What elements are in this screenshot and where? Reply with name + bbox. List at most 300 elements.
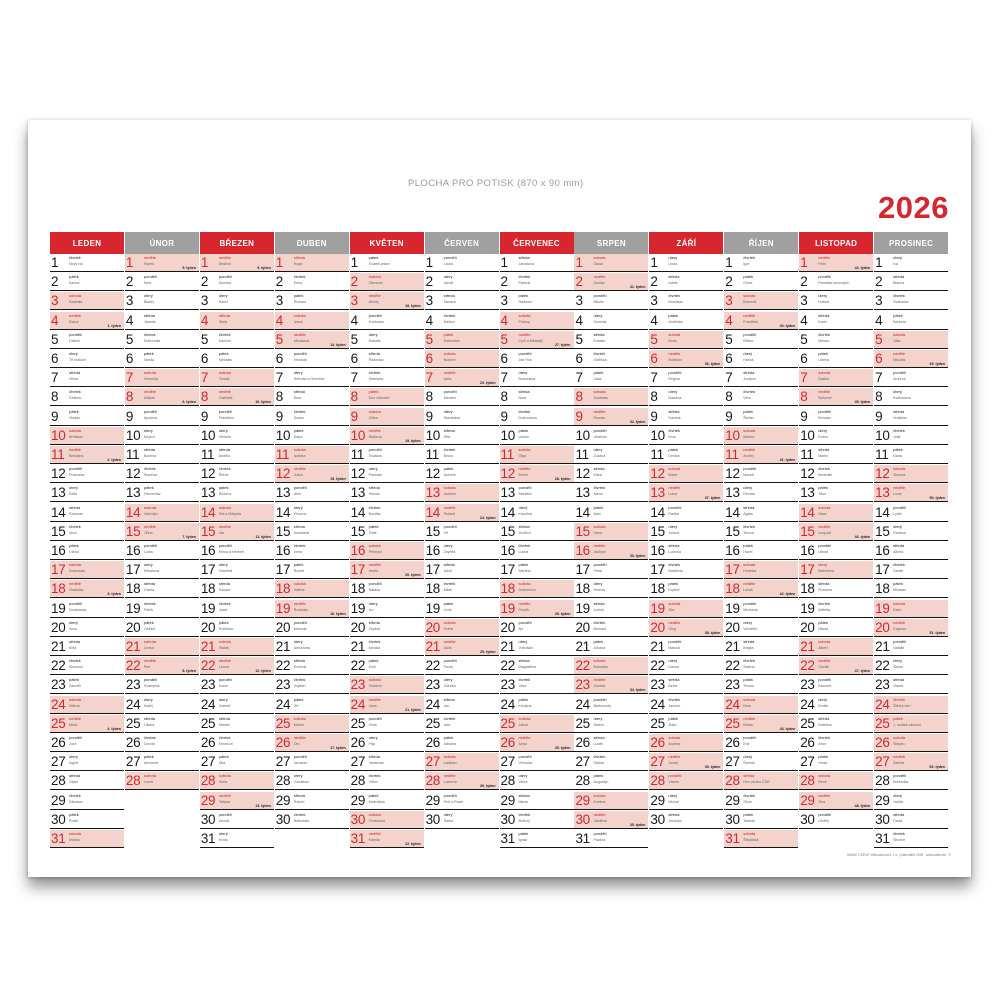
- weekday-label: úterý: [818, 562, 828, 568]
- nameday-label: Vlasta: [893, 684, 904, 689]
- week-number: 44. týden: [854, 266, 871, 270]
- day-number: 29: [875, 792, 890, 808]
- weekday-label: pondělí: [593, 831, 607, 836]
- day-number: 1: [200, 255, 209, 270]
- weekday-label: pátek: [818, 485, 828, 491]
- day-cell: [574, 388, 648, 406]
- weekday-label: čtvrtek: [668, 696, 681, 702]
- weekday-label: sobota: [518, 581, 531, 587]
- weekday-label: úterý: [743, 485, 753, 491]
- nameday-label: Vojtěch: [293, 684, 306, 689]
- nameday-label: Doubravka: [69, 607, 87, 612]
- day-number: 20: [650, 619, 665, 635]
- day-number: 14: [125, 504, 141, 520]
- day-cell: [200, 561, 274, 579]
- day-number: 22: [500, 658, 515, 674]
- day-cell: [50, 312, 124, 330]
- nameday-label: Jan: [443, 703, 450, 708]
- day-cell: [574, 465, 648, 483]
- weekday-label: sobota: [69, 831, 82, 836]
- day-cell: [649, 542, 723, 560]
- day-cell: [50, 792, 124, 810]
- weekday-label: sobota: [893, 600, 906, 606]
- day-cell: [275, 465, 349, 483]
- day-number: 13: [875, 485, 890, 501]
- weekday-label: středa: [69, 370, 81, 376]
- day-number: 6: [125, 351, 134, 366]
- day-number: 6: [875, 351, 883, 366]
- nameday-label: Řehoř: [218, 473, 229, 478]
- week-number: 27. týden: [554, 342, 571, 347]
- day-number: 19: [500, 600, 515, 616]
- nameday-label: Karolína: [518, 511, 532, 516]
- day-cell: [500, 369, 574, 387]
- nameday-label: Alžběta: [818, 607, 831, 612]
- day-cell: [500, 331, 574, 349]
- nameday-label: Anastázie: [293, 530, 310, 535]
- weekday-label: pátek: [668, 447, 679, 452]
- day-cell: [799, 446, 873, 464]
- weekday-label: pondělí: [668, 639, 682, 644]
- day-cell: [275, 676, 349, 694]
- day-cell: [574, 638, 648, 656]
- weekday-label: sobota: [893, 331, 906, 337]
- nameday-label: Brigita: [743, 646, 754, 650]
- weekday-label: neděle: [668, 619, 681, 625]
- day-cell: [50, 350, 124, 368]
- day-cell: [874, 619, 948, 637]
- day-cell: [125, 465, 199, 483]
- day-cell: [574, 542, 648, 560]
- day-number: 21: [125, 639, 141, 654]
- day-cell: [500, 811, 574, 829]
- nameday-label: Slavěna: [143, 473, 157, 478]
- day-number: 10: [650, 427, 665, 443]
- nameday-label: Iveta: [443, 377, 452, 382]
- day-number: 16: [51, 543, 66, 558]
- nameday-label: Blažej: [143, 300, 154, 305]
- weekday-label: středa: [518, 523, 530, 529]
- day-number: 6: [650, 351, 658, 366]
- day-number: 24: [875, 696, 890, 712]
- day-cell: [50, 638, 124, 656]
- day-cell: [125, 696, 199, 714]
- nameday-label: Vladimír: [368, 684, 382, 689]
- nameday-label: Ondřej: [818, 818, 829, 823]
- nameday-label: Pravoslav: [69, 473, 85, 478]
- day-number: 4: [350, 312, 358, 328]
- day-number: 28: [875, 773, 890, 789]
- month-header: ZÁŘÍ: [649, 232, 723, 254]
- day-cell: [425, 619, 499, 637]
- day-cell: [275, 792, 349, 810]
- nameday-label: Vanda: [143, 358, 155, 362]
- day-number: 26: [875, 735, 890, 750]
- weekday-label: pátek: [518, 696, 529, 702]
- nameday-label: Vilma: [69, 377, 78, 382]
- weekday-label: úterý: [218, 831, 228, 836]
- weekday-label: pondělí: [593, 562, 607, 568]
- nameday-label: Jáchym: [593, 550, 606, 554]
- nameday-label: Mariana: [668, 396, 682, 401]
- day-cell: [50, 369, 124, 387]
- day-cell: [574, 408, 648, 426]
- day-cell: [50, 811, 124, 829]
- week-number: 14. týden: [330, 342, 346, 347]
- nameday-label: Felix: [818, 262, 826, 266]
- week-number: 5. týden: [182, 266, 196, 270]
- weekday-label: neděle: [218, 523, 231, 529]
- day-cell: [200, 292, 274, 310]
- nameday-label: Drahoslav: [69, 569, 86, 574]
- weekday-label: neděle: [518, 466, 531, 472]
- nameday-label: Jonáš: [668, 761, 678, 766]
- weekday-label: středa: [518, 658, 530, 664]
- day-cell: [500, 772, 574, 790]
- weekday-label: středa: [818, 581, 830, 587]
- nameday-label: Gita: [443, 434, 451, 439]
- day-cell: [574, 254, 648, 272]
- day-cell: [724, 772, 798, 790]
- day-number: 30: [51, 811, 66, 827]
- weekday-label: středa: [743, 639, 755, 644]
- month-header: PROSINEC: [874, 232, 948, 254]
- week-number: 35. týden: [629, 822, 646, 827]
- day-number: 4: [650, 312, 658, 328]
- weekday-label: úterý: [218, 293, 228, 299]
- weekday-label: pondělí: [893, 773, 907, 779]
- weekday-label: pátek: [893, 581, 903, 587]
- day-cell: [350, 600, 424, 618]
- day-number: 10: [425, 427, 441, 443]
- weekday-label: pondělí: [743, 466, 757, 472]
- weekday-label: pondělí: [218, 543, 232, 548]
- day-number: 15: [725, 523, 740, 539]
- nameday-label: Běla: [69, 646, 77, 650]
- weekday-label: úterý: [69, 485, 78, 491]
- day-cell: [724, 369, 798, 387]
- day-number: 18: [275, 581, 291, 597]
- nameday-label: Servác: [368, 492, 380, 497]
- weekday-label: sobota: [293, 581, 306, 587]
- nameday-label: Filip: [368, 742, 376, 746]
- nameday-label: Svatopluk: [143, 684, 160, 689]
- nameday-label: Vít: [443, 530, 448, 535]
- nameday-label: Alena: [593, 492, 603, 497]
- day-cell: [799, 542, 873, 560]
- day-cell: [649, 350, 723, 368]
- month-header: ČERVENEC: [500, 232, 574, 254]
- nameday-label: Šárka: [443, 818, 453, 823]
- month-column: [649, 232, 723, 850]
- nameday-label: Dalimil: [69, 338, 80, 343]
- day-cell: [425, 388, 499, 406]
- day-cell: [500, 427, 574, 445]
- weekday-label: sobota: [593, 255, 606, 260]
- day-cell: [724, 561, 798, 579]
- day-cell: [275, 292, 349, 310]
- nameday-label: Radana: [893, 530, 906, 535]
- weekday-label: neděle: [443, 773, 456, 779]
- weekday-label: úterý: [218, 562, 228, 568]
- nameday-label: Vítězslav: [518, 646, 534, 650]
- day-number: 29: [200, 792, 216, 808]
- nameday-label: Radim: [593, 722, 604, 727]
- day-number: 2: [125, 274, 134, 290]
- week-number: 15. týden: [330, 477, 346, 482]
- nameday-label: Anna: [518, 742, 527, 746]
- day-number: 3: [500, 293, 508, 309]
- day-cell: [200, 350, 274, 368]
- weekday-label: neděle: [743, 581, 756, 587]
- day-number: 13: [350, 485, 366, 501]
- week-number: 9. týden: [257, 266, 271, 270]
- nameday-label: Lumír: [143, 780, 154, 785]
- nameday-label: Julius: [293, 473, 303, 478]
- nameday-label: Radmila: [69, 300, 83, 305]
- day-number: 20: [51, 619, 66, 635]
- day-number: 20: [425, 619, 441, 635]
- week-number: 20. týden: [405, 573, 421, 578]
- day-number: 13: [575, 485, 590, 501]
- weekday-label: čtvrtek: [218, 466, 231, 472]
- day-number: 3: [650, 293, 658, 309]
- weekday-label: pátek: [443, 331, 454, 337]
- day-cell: [799, 254, 873, 272]
- weekday-label: neděle: [518, 331, 531, 337]
- day-number: 21: [425, 639, 441, 654]
- weekday-label: pátek: [443, 735, 454, 740]
- day-number: 22: [800, 658, 815, 674]
- weekday-label: pátek: [218, 619, 229, 625]
- day-number: 28: [200, 773, 216, 789]
- day-cell: [275, 254, 349, 272]
- day-cell: [200, 619, 274, 637]
- nameday-label: Tereza: [743, 530, 755, 535]
- week-number: 4. týden: [107, 726, 121, 731]
- weekday-label: úterý: [218, 696, 228, 702]
- nameday-label: Andrea: [668, 742, 680, 746]
- nameday-label: 1. svátek vánoční: [893, 722, 922, 727]
- day-number: 22: [575, 658, 590, 674]
- nameday-label: Adolf: [443, 569, 452, 574]
- weekday-label: středa: [593, 331, 605, 337]
- weekday-label: pátek: [593, 504, 604, 510]
- weekday-label: pátek: [518, 831, 529, 836]
- day-cell: [649, 772, 723, 790]
- weekday-label: neděle: [443, 639, 456, 644]
- day-number: 4: [275, 312, 283, 328]
- weekday-label: pondělí: [443, 255, 457, 260]
- weekday-label: úterý: [293, 773, 303, 779]
- weekday-label: úterý: [293, 504, 303, 510]
- day-number: 14: [725, 504, 740, 520]
- day-cell: [200, 772, 274, 790]
- nameday-label: František: [743, 319, 759, 324]
- weekday-label: pátek: [69, 677, 79, 683]
- day-cell: [799, 715, 873, 733]
- weekday-label: úterý: [518, 773, 528, 779]
- weekday-label: čtvrtek: [743, 523, 756, 529]
- day-cell: [574, 484, 648, 502]
- day-number: 6: [275, 351, 283, 366]
- day-cell: [874, 388, 948, 406]
- day-cell: [50, 388, 124, 406]
- day-cell: [649, 696, 723, 714]
- day-number: 24: [800, 696, 815, 712]
- day-number: 10: [200, 427, 216, 443]
- day-number: 9: [575, 408, 583, 424]
- day-number: 21: [51, 639, 66, 654]
- weekday-label: čtvrtek: [818, 735, 830, 740]
- day-number: 12: [275, 466, 291, 482]
- day-number: 4: [51, 312, 59, 328]
- day-number: 6: [350, 351, 358, 366]
- weekday-label: pátek: [893, 715, 903, 721]
- day-number: 17: [800, 562, 815, 578]
- weekday-label: čtvrtek: [743, 389, 756, 395]
- day-number: 15: [200, 523, 216, 539]
- day-cell: [649, 657, 723, 675]
- day-number: 9: [500, 408, 508, 424]
- nameday-label: Bohuslav: [593, 665, 609, 670]
- day-number: 8: [200, 389, 209, 405]
- day-number: 22: [275, 658, 291, 674]
- nameday-label: Dagmar: [893, 626, 906, 631]
- week-number: 7. týden: [182, 534, 196, 539]
- day-cell: [125, 388, 199, 406]
- weekday-label: pondělí: [443, 658, 457, 664]
- day-number: 26: [275, 735, 291, 750]
- day-cell: [200, 811, 274, 829]
- weekday-label: pátek: [668, 581, 679, 587]
- nameday-label: Alois: [443, 646, 452, 650]
- week-number: 13. týden: [255, 803, 271, 808]
- nameday-label: Josef: [218, 607, 228, 612]
- week-number: 51. týden: [929, 630, 946, 635]
- weekday-label: neděle: [518, 735, 531, 740]
- day-cell: [425, 772, 499, 790]
- day-cell: [500, 312, 574, 330]
- weekday-label: úterý: [668, 389, 678, 395]
- day-cell: [799, 600, 873, 618]
- weekday-label: sobota: [593, 792, 606, 798]
- weekday-label: čtvrtek: [893, 696, 905, 702]
- weekday-label: pátek: [668, 715, 679, 721]
- day-number: 8: [350, 389, 358, 405]
- nameday-label: Oldřiška: [593, 358, 607, 362]
- nameday-label: Apolena: [143, 415, 158, 420]
- nameday-label: Věnceslav: [143, 492, 161, 497]
- day-number: 3: [575, 293, 583, 309]
- day-number: 5: [425, 331, 433, 347]
- day-cell: [50, 600, 124, 618]
- day-cell: [350, 446, 424, 464]
- weekday-label: sobota: [443, 619, 456, 625]
- day-cell: [649, 408, 723, 426]
- week-number: 18. týden: [405, 304, 421, 309]
- nameday-label: Bernard: [593, 626, 607, 631]
- nameday-label: Miloslav: [893, 588, 907, 593]
- day-cell: [649, 254, 723, 272]
- weekday-label: pátek: [518, 427, 529, 433]
- nameday-label: Božena: [143, 454, 157, 458]
- day-number: 30: [875, 811, 890, 827]
- nameday-label: Jeroným: [668, 818, 683, 823]
- weekday-label: sobota: [743, 831, 756, 836]
- nameday-label: Marika: [69, 838, 80, 842]
- nameday-label: Bonifác: [368, 511, 381, 516]
- day-cell: [275, 484, 349, 502]
- weekday-label: úterý: [443, 677, 453, 683]
- nameday-label: Miloslava: [143, 569, 159, 574]
- day-number: 17: [425, 562, 441, 578]
- nameday-label: Rostislav: [293, 607, 309, 612]
- day-number: 22: [875, 658, 890, 674]
- nameday-label: Klára: [593, 473, 602, 478]
- day-number: 11: [350, 447, 365, 462]
- weekday-label: pátek: [69, 543, 79, 548]
- day-number: 12: [51, 466, 66, 482]
- nameday-label: Vladěna: [593, 818, 607, 823]
- nameday-label: Antonie: [443, 473, 456, 478]
- day-number: 8: [275, 389, 283, 405]
- weekday-label: pondělí: [443, 389, 457, 395]
- day-number: 7: [275, 370, 283, 386]
- day-number: 3: [800, 293, 808, 309]
- weekday-label: úterý: [893, 523, 903, 529]
- day-number: 23: [575, 677, 590, 693]
- weekday-label: čtvrtek: [518, 677, 531, 683]
- day-number: 26: [125, 735, 141, 750]
- day-number: 16: [875, 543, 890, 558]
- footer-imprint: IMAGE CZECH Velkoobchod s. r. o. | Kalendáře 2026 · www.calendar · ©: [847, 853, 951, 857]
- day-cell: [350, 465, 424, 483]
- weekday-label: čtvrtek: [518, 811, 531, 817]
- weekday-label: čtvrtek: [593, 351, 606, 356]
- day-number: 2: [725, 274, 733, 290]
- day-cell: [425, 312, 499, 330]
- weekday-label: sobota: [593, 523, 606, 529]
- weekday-label: sobota: [893, 735, 906, 740]
- weekday-label: čtvrtek: [893, 293, 905, 299]
- day-number: 23: [425, 677, 441, 693]
- week-number: 41. týden: [779, 458, 796, 462]
- day-cell: [799, 312, 873, 330]
- nameday-label: Matěj: [143, 703, 153, 708]
- day-number: 28: [725, 773, 740, 789]
- day-cell: [275, 523, 349, 541]
- day-number: 28: [125, 773, 141, 789]
- day-number: 11: [425, 447, 440, 462]
- day-number: 24: [575, 696, 590, 712]
- day-cell: [500, 408, 574, 426]
- day-cell: [50, 446, 124, 464]
- weekday-label: pondělí: [69, 331, 83, 337]
- weekday-label: středa: [743, 504, 755, 510]
- day-cell: [500, 484, 574, 502]
- nameday-label: Dana: [893, 454, 902, 458]
- nameday-label: Liběna: [818, 358, 829, 362]
- day-number: 18: [575, 581, 590, 597]
- nameday-label: Nora: [518, 396, 527, 401]
- weekday-label: středa: [143, 447, 156, 452]
- nameday-label: Viktor: [518, 780, 528, 785]
- nameday-label: Viktorie: [218, 434, 231, 439]
- nameday-label: Lucie: [893, 492, 902, 497]
- weekday-label: středa: [143, 581, 156, 587]
- nameday-label: Radoslav: [368, 358, 384, 362]
